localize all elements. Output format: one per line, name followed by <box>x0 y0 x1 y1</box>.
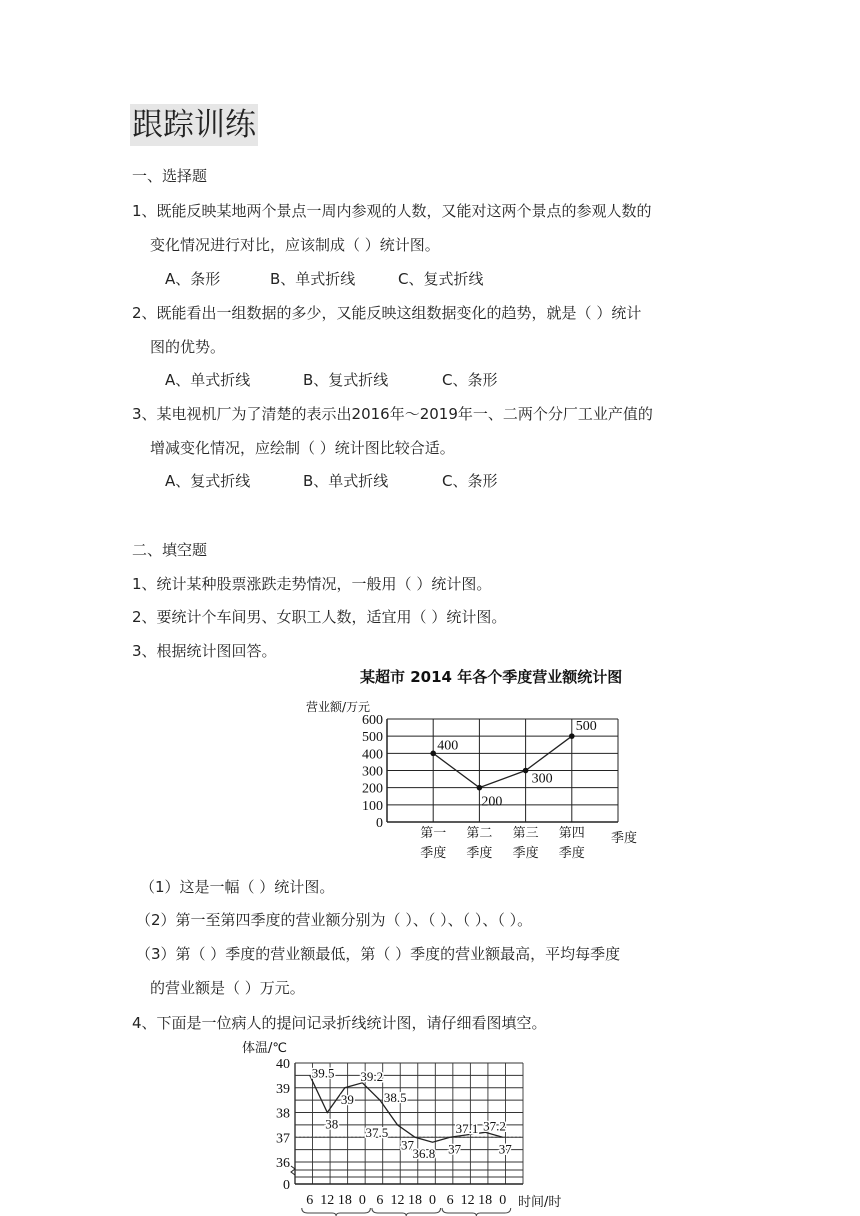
chart2-data-label: 39.2 <box>360 1068 384 1084</box>
chart2-data-label: 39 <box>340 1091 354 1107</box>
chart2-data-label: 37 <box>448 1141 462 1157</box>
chart2-x-tick-label: 0 <box>358 1193 366 1208</box>
chart1-x-tick-label: 季度 <box>466 846 493 861</box>
chart2-x-tick-label: 6 <box>446 1193 454 1208</box>
chart1-y-tick-label: 200 <box>362 781 383 797</box>
chart1-x-tick-label: 季度 <box>558 846 585 861</box>
chart1-x-tick-label: 季度 <box>512 846 539 861</box>
question-2-option-c: C、条形 <box>442 371 498 389</box>
chart2-y-tick-label: 38 <box>276 1106 290 1122</box>
chart1-x-tick-label: 季度 <box>420 846 447 861</box>
fill-question-4: 4、下面是一位病人的提问记录折线统计图，请仔细看图填空。 <box>132 1014 547 1032</box>
chart2-data-label: 37.1 <box>455 1120 479 1136</box>
section-heading-fill: 二、填空题 <box>132 541 208 559</box>
question-1-line1: 1、既能反映某地两个景点一周内参观的人数，又能对这两个景点的参观人数的 <box>132 202 652 220</box>
chart1-x-tick-label: 第四 <box>558 826 585 841</box>
chart2-y-tick-label: 36 <box>276 1156 290 1171</box>
chart2-day-brace <box>442 1208 511 1216</box>
chart2-x-tick-label: 0 <box>429 1193 437 1208</box>
chart1-y-tick-label: 400 <box>362 747 383 763</box>
chart2-x-tick-label: 12 <box>320 1193 335 1208</box>
chart1-x-axis-label: 季度 <box>611 831 638 846</box>
question-2-option-a: A、单式折线 <box>165 371 251 389</box>
chart1-y-tick-label: 600 <box>362 713 383 728</box>
chart2-x-tick-label: 0 <box>499 1193 507 1208</box>
chart2-data-label: 37 <box>401 1137 414 1153</box>
chart2-x-tick-label: 18 <box>478 1193 493 1208</box>
chart2-x-tick-label: 18 <box>337 1193 352 1208</box>
chart1-data-label: 200 <box>481 794 503 810</box>
chart1-y-tick-label: 0 <box>376 816 383 831</box>
chart2-x-tick-label: 12 <box>460 1193 475 1208</box>
chart1-data-point <box>477 785 483 791</box>
question-2-line2: 图的优势。 <box>150 338 226 356</box>
question-3-line2: 增减变化情况，应绘制（ ）统计图比较合适。 <box>150 439 455 457</box>
question-3-option-a: A、复式折线 <box>165 472 251 490</box>
chart1-data-point <box>523 768 529 774</box>
chart2-data-label: 39.5 <box>311 1065 335 1081</box>
fill-question-2: 2、要统计个车间男、女职工人数，适宜用（ ）统计图。 <box>132 608 507 626</box>
chart1-data-point <box>430 751 436 757</box>
chart2-x-tick-label: 18 <box>408 1193 422 1208</box>
fill-question-1: 1、统计某种股票涨跌走势情况，一般用（ ）统计图。 <box>132 575 492 593</box>
chart2-data-label: 37 <box>498 1141 512 1157</box>
chart2-data-label: 38 <box>325 1116 339 1132</box>
question-3-option-b: B、单式折线 <box>303 472 389 490</box>
fill-question-3-sub1: （1）这是一幅（ ）统计图。 <box>140 878 335 896</box>
fill-question-3-sub3-line1: （3）第（ ）季度的营业额最低，第（ ）季度的营业额最高，平均每季度 <box>136 945 621 963</box>
section-heading-choice: 一、选择题 <box>132 167 208 185</box>
chart2-y-tick-label: 39 <box>276 1081 290 1097</box>
chart1-title: 某超市 2014 年各个季度营业额统计图 <box>360 668 623 686</box>
chart2-y-tick-label: 37 <box>276 1131 290 1147</box>
question-2-option-b: B、复式折线 <box>303 371 389 389</box>
chart1-x-tick-label: 第三 <box>512 826 539 841</box>
fill-question-3-sub2: （2）第一至第四季度的营业额分别为（ ）、（ ）、（ ）、（ ）。 <box>136 911 533 929</box>
question-1-option-c: C、复式折线 <box>398 270 484 288</box>
chart2-data-label: 37.5 <box>365 1124 389 1140</box>
question-1-line2: 变化情况进行对比，应该制成（ ）统计图。 <box>150 236 440 254</box>
chart1-y-tick-label: 100 <box>362 798 383 814</box>
chart2-data-label: 36.8 <box>412 1146 436 1162</box>
chart1-data-label: 500 <box>575 719 597 735</box>
chart2-day-brace <box>372 1208 441 1216</box>
page-title: 跟踪训练 <box>130 104 258 146</box>
chart1-data-label: 300 <box>531 771 553 787</box>
chart2-x-tick-label: 6 <box>306 1193 314 1208</box>
chart1-y-axis-label: 营业额/万元 <box>306 700 371 714</box>
chart2-y-axis-label: 体温/℃ <box>242 1041 287 1056</box>
chart1-x-tick-label: 第二 <box>466 826 493 841</box>
question-1-option-b: B、单式折线 <box>270 270 356 288</box>
question-2-line1: 2、既能看出一组数据的多少，又能反映这组数据变化的趋势，就是（ ）统计 <box>132 304 642 322</box>
chart1-x-tick-label: 第一 <box>420 826 447 841</box>
chart2-x-tick-label: 6 <box>376 1193 384 1208</box>
chart2-data-label: 38.5 <box>383 1090 407 1106</box>
chart2-y-tick-label: 0 <box>283 1178 290 1193</box>
question-3-option-c: C、条形 <box>442 472 498 490</box>
temperature-line-chart <box>236 1036 596 1216</box>
fill-question-3: 3、根据统计图回答。 <box>132 642 277 660</box>
chart2-data-label: 37.2 <box>483 1118 506 1134</box>
fill-question-3-sub3-line2: 的营业额是（ ）万元。 <box>150 979 305 997</box>
chart1-y-tick-label: 500 <box>362 730 383 746</box>
chart2-x-axis-label: 时间/时 <box>518 1195 562 1210</box>
question-1-option-a: A、条形 <box>165 270 221 288</box>
question-3-line1: 3、某电视机厂为了清楚的表示出2016年～2019年一、二两个分厂工业产值的 <box>132 405 653 423</box>
sales-line-chart <box>290 662 650 867</box>
chart1-data-point <box>569 733 575 739</box>
chart2-y-tick-label: 40 <box>276 1057 290 1072</box>
chart2-x-tick-label: 12 <box>390 1193 405 1208</box>
chart1-y-tick-label: 300 <box>362 764 383 780</box>
chart2-day-brace <box>302 1208 371 1216</box>
chart1-data-label: 400 <box>437 738 459 754</box>
